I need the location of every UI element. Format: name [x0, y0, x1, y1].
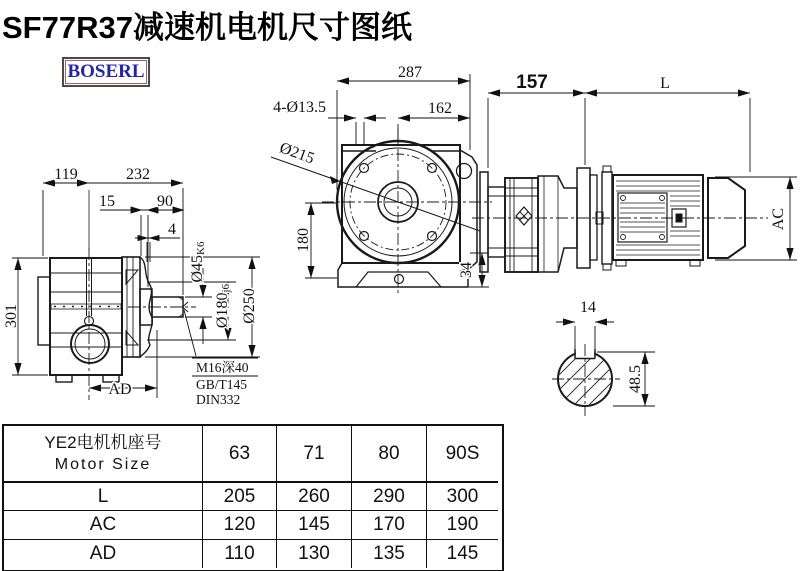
table-cell: 110: [203, 540, 277, 568]
table-cell: 300: [427, 483, 498, 511]
dim-157: 157: [516, 72, 548, 93]
note-gb: GB/T145: [196, 377, 248, 392]
dim-215: Ø215: [277, 139, 317, 168]
table-cell: 145: [446, 543, 479, 564]
page-title: SF77R37减速机电机尺寸图纸: [2, 10, 412, 45]
table-row-AD-label: AD: [4, 540, 203, 568]
side-view-dimensions: [488, 93, 797, 260]
table-cell: 135: [352, 540, 427, 568]
dim-180j6: Ø180j6: [214, 283, 232, 329]
dim-250: Ø250: [241, 288, 258, 324]
dim-L: L: [660, 75, 670, 92]
dim-301: 301: [3, 304, 20, 328]
table-cell: 120: [203, 511, 277, 540]
brand-logo-text: BOSERL: [67, 61, 145, 82]
dim-162: 162: [428, 100, 452, 117]
dim-34: 34: [458, 262, 475, 278]
dim-180v: 180: [295, 228, 312, 252]
dim-AD: AD: [108, 381, 132, 398]
dim-AC: AC: [770, 207, 787, 231]
note-din: DIN332: [196, 392, 241, 407]
dim-45k6: Ø45K6: [189, 241, 207, 283]
table-cell: 145: [277, 511, 352, 540]
side-view: [472, 166, 768, 272]
table-row-L-label: L: [4, 483, 203, 511]
dim-14: 14: [580, 299, 596, 316]
table-col-80: 80: [352, 426, 427, 483]
table-col-63: 63: [203, 426, 277, 483]
table-header-en: Motor Size: [54, 456, 152, 474]
table-cell: 205: [203, 483, 277, 511]
table-row-AC-label: AC: [4, 511, 203, 540]
table-col-90s: 90S: [427, 426, 498, 483]
note-thread: M16深40: [196, 360, 249, 375]
table-cell: 290: [352, 483, 427, 511]
motor-size-table: [2, 424, 504, 571]
table-header-motor-size: [4, 426, 203, 483]
dim-48-5: 48.5: [627, 365, 644, 393]
table-cell: 190: [427, 511, 498, 540]
dim-90: 90: [157, 193, 173, 210]
table-col-71: 71: [277, 426, 352, 483]
dim-15: 15: [99, 193, 115, 210]
dim-287: 287: [398, 64, 422, 81]
table-cell: 170: [352, 511, 427, 540]
dim-232: 232: [126, 166, 150, 183]
dim-4: 4: [168, 221, 176, 238]
table-cell: 260: [277, 483, 352, 511]
dim-119: 119: [54, 166, 78, 183]
table-header-cn: YE2电机机座号: [44, 433, 162, 453]
table-cell: 130: [277, 540, 352, 568]
dim-bolt-holes: 4-Ø13.5: [273, 99, 326, 116]
